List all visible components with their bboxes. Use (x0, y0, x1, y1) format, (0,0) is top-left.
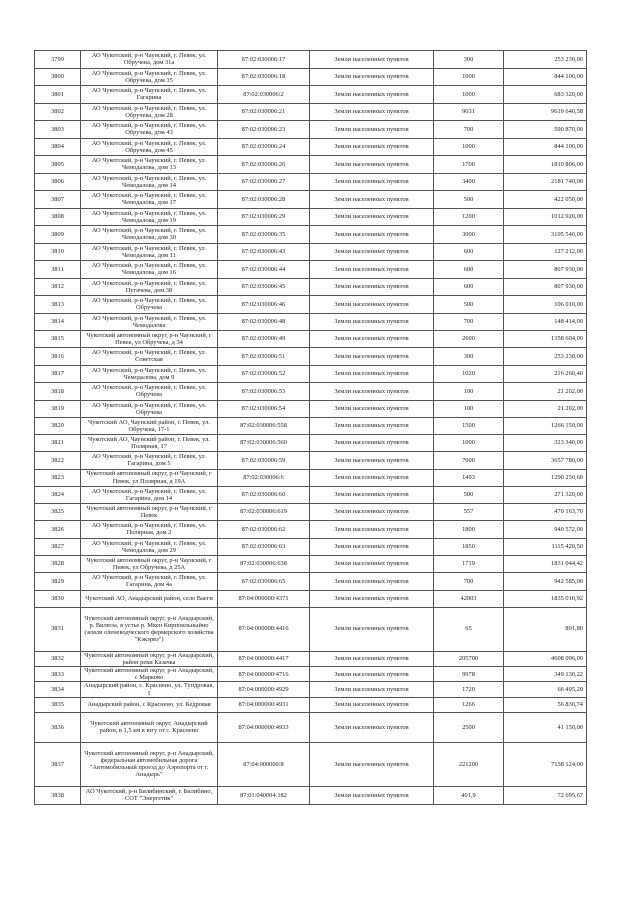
area-cell: 557 (434, 504, 504, 521)
area-cell: 600 (434, 243, 504, 261)
address-cell: Чукотский автономный округ, р-н Анадырский, федеральная автомобильная дорога "Автомобильный проезд до Аэропорта от г. Анадырь" (81, 742, 218, 786)
cadastral-number-cell: 87:02:030006:49 (218, 331, 310, 348)
land-category-cell: Земли населенных пунктов (310, 538, 434, 556)
address-cell: Чукотский АО, Анадырский район, село Ваеги (81, 590, 218, 607)
cadastral-number-cell: 87:02:030006:48 (218, 313, 310, 331)
address-cell: АО Чукотский, р-н Чаунский, г. Певек, ул. Чемодалова, дом 14 (81, 173, 218, 191)
address-cell: АО Чукотский, р-н Чаунский, г. Певек, ул. Пугачева, дом 38 (81, 278, 218, 296)
land-category-cell: Земли населенных пунктов (310, 590, 434, 607)
cadastral-number-cell: 87:02:030006:52 (218, 365, 310, 383)
area-cell: 700 (434, 313, 504, 331)
cadastral-value-cell: 1012 920,00 (504, 208, 587, 226)
cadastral-value-cell: 7138 124,00 (504, 742, 587, 786)
address-cell: Чукотский автономный округ, р-н Анадырский, р. Вилюза, в устье р. Мкен Кирпонльныйно (земли оленеводческого фермерского хозяйства "Кэкэрвэ") (81, 607, 218, 651)
cadastral-number-cell: 87:02:030006:29 (218, 208, 310, 226)
land-category-cell: Земли населенных пунктов (310, 51, 434, 69)
table-row (35, 573, 587, 591)
row-number-cell: 3821 (35, 435, 81, 452)
table-row (35, 556, 587, 573)
row-number-cell: 3823 (35, 469, 81, 486)
cadastral-number-cell: 87:04:000000:4416 (218, 607, 310, 651)
area-cell: 221200 (434, 742, 504, 786)
row-number-cell: 3838 (35, 786, 81, 804)
table-row (35, 51, 587, 69)
table-row (35, 742, 587, 786)
address-cell: АО Чукотский, р-н Чаунский, г. Певек, ул. Чемодалова, дом 17 (81, 191, 218, 209)
land-category-cell: Земли населенных пунктов (310, 348, 434, 366)
land-category-cell: Земли населенных пунктов (310, 173, 434, 191)
area-cell: 1850 (434, 538, 504, 556)
cadastral-value-cell: 422 050,00 (504, 191, 587, 209)
land-category-cell: Земли населенных пунктов (310, 573, 434, 591)
row-number-cell: 3801 (35, 86, 81, 104)
cadastral-value-cell: 2181 740,00 (504, 173, 587, 191)
row-number-cell: 3832 (35, 651, 81, 666)
row-number-cell: 3836 (35, 712, 81, 742)
cadastral-value-cell: 1835 010,92 (504, 590, 587, 607)
area-cell: 1000 (434, 86, 504, 104)
row-number-cell: 3826 (35, 521, 81, 539)
cadastral-number-cell: 87:01:040004:182 (218, 786, 310, 804)
cadastral-number-cell: 87:02:030006:53 (218, 383, 310, 401)
row-number-cell: 3835 (35, 697, 81, 712)
area-cell: 1000 (434, 68, 504, 86)
land-category-cell: Земли населенных пунктов (310, 138, 434, 156)
area-cell: 100 (434, 383, 504, 401)
cadastral-number-cell: 87:04:000000:4929 (218, 682, 310, 697)
cadastral-value-cell: 807 930,00 (504, 261, 587, 279)
cadastral-number-cell: 87:02:030006:24 (218, 138, 310, 156)
address-cell: АО Чукотский, р-н Чаунский, г. Певек, ул. Чемодалова (81, 313, 218, 331)
address-cell: АО Чукотский, р-н Чаунский, г. Певек, ул. Обручева, дом 31а (81, 51, 218, 69)
cadastral-number-cell: 87:04:000000:4933 (218, 712, 310, 742)
row-number-cell: 3799 (35, 51, 81, 69)
land-category-cell: Земли населенных пунктов (310, 261, 434, 279)
table-row (35, 697, 587, 712)
cadastral-value-cell: 4608 096,00 (504, 651, 587, 666)
table-row (35, 435, 587, 452)
row-number-cell: 3802 (35, 103, 81, 121)
row-number-cell: 3812 (35, 278, 81, 296)
cadastral-value-cell: 807 930,00 (504, 278, 587, 296)
land-category-cell: Земли населенных пунктов (310, 86, 434, 104)
area-cell: 700 (434, 121, 504, 139)
cadastral-value-cell: 940 572,00 (504, 521, 587, 539)
cadastral-value-cell: 66 495,20 (504, 682, 587, 697)
table-row (35, 296, 587, 314)
area-cell: 42003 (434, 590, 504, 607)
land-category-cell: Земли населенных пунктов (310, 400, 434, 418)
table-row (35, 191, 587, 209)
table-row (35, 261, 587, 279)
cadastral-value-cell: 1290 250,60 (504, 469, 587, 486)
area-cell: 500 (434, 296, 504, 314)
table-body (35, 51, 587, 805)
cadastral-number-cell: 87:04:000000:4716 (218, 666, 310, 681)
cadastral-value-cell: 470 163,70 (504, 504, 587, 521)
address-cell: АО Чукотский, р-н Чаунский, г. Певек, ул. Гагарина, дом 5 (81, 452, 218, 470)
address-cell: АО Чукотский, р-н Чаунский, г. Певек, ул. Чемодалова, дом 13 (81, 156, 218, 174)
land-category-cell: Земли населенных пунктов (310, 418, 434, 435)
row-number-cell: 3808 (35, 208, 81, 226)
cadastral-number-cell: 87:02:030006:46 (218, 296, 310, 314)
cadastral-value-cell: 844 100,00 (504, 138, 587, 156)
land-category-cell: Земли населенных пунктов (310, 786, 434, 804)
row-number-cell: 3803 (35, 121, 81, 139)
land-category-cell: Земли населенных пунктов (310, 742, 434, 786)
area-cell: 300 (434, 348, 504, 366)
area-cell: 600 (434, 278, 504, 296)
table-row (35, 173, 587, 191)
table-row (35, 278, 587, 296)
cadastral-number-cell: 87:04:000000:4417 (218, 651, 310, 666)
land-category-cell: Земли населенных пунктов (310, 452, 434, 470)
land-category-cell: Земли населенных пунктов (310, 191, 434, 209)
area-cell: 1000 (434, 138, 504, 156)
land-category-cell: Земли населенных пунктов (310, 331, 434, 348)
cadastral-number-cell: 87:02:030006:63 (218, 538, 310, 556)
cadastral-number-cell: 87:02:030006:62 (218, 521, 310, 539)
address-cell: Чукотский автономный округ, р-н Чаунский, г Певек, ул Обручева, д 25А (81, 556, 218, 573)
cadastral-number-cell: 87:02:030006:60 (218, 486, 310, 504)
row-number-cell: 3830 (35, 590, 81, 607)
address-cell: АО Чукотский, р-н Чаунский, г. Певек, ул. Обручева, дом 43 (81, 121, 218, 139)
area-cell: 1000 (434, 435, 504, 452)
cadastral-value-cell: 1266 150,00 (504, 418, 587, 435)
area-cell: 1020 (434, 365, 504, 383)
cadastral-value-cell: 844 100,00 (504, 68, 587, 86)
address-cell: АО Чукотский, р-н Чаунский, г. Певек, ул. Чемодалова, дом 29 (81, 538, 218, 556)
land-category-cell: Земли населенных пунктов (310, 607, 434, 651)
area-cell: 205700 (434, 651, 504, 666)
table-row (35, 348, 587, 366)
land-category-cell: Земли населенных пунктов (310, 435, 434, 452)
land-category-cell: Земли населенных пунктов (310, 697, 434, 712)
row-number-cell: 3811 (35, 261, 81, 279)
cadastral-number-cell: 87:02:030006:54 (218, 400, 310, 418)
cadastral-value-cell: 21 202,00 (504, 383, 587, 401)
land-category-cell: Земли населенных пунктов (310, 156, 434, 174)
cadastral-number-cell: 87:02:030006:638 (218, 556, 310, 573)
row-number-cell: 3825 (35, 504, 81, 521)
cadastral-value-cell: 72 695,67 (504, 786, 587, 804)
table-row (35, 400, 587, 418)
address-cell: АО Чукотский, р-н Чаунский, г. Певек, ул. Чемодалова, дом 16 (81, 261, 218, 279)
land-category-cell: Земли населенных пунктов (310, 504, 434, 521)
cadastral-number-cell: 87:02:030006:27 (218, 173, 310, 191)
cadastral-number-cell: 87:02:030006:35 (218, 226, 310, 244)
cadastral-value-cell: 106 010,00 (504, 296, 587, 314)
cadastral-number-cell: 87:02:030006:17 (218, 51, 310, 69)
cadastral-number-cell: 87:02:030006:558 (218, 418, 310, 435)
table-row (35, 651, 587, 666)
area-cell: 1720 (434, 682, 504, 697)
row-number-cell: 3809 (35, 226, 81, 244)
cadastral-value-cell: 253 230,00 (504, 348, 587, 366)
table-row (35, 103, 587, 121)
area-cell: 1200 (434, 208, 504, 226)
land-category-cell: Земли населенных пунктов (310, 103, 434, 121)
table-row (35, 607, 587, 651)
land-category-cell: Земли населенных пунктов (310, 486, 434, 504)
cadastral-number-cell: 87:02:030006:65 (218, 573, 310, 591)
area-cell: 100 (434, 400, 504, 418)
cadastral-value-cell: 1115 420,50 (504, 538, 587, 556)
area-cell: 1700 (434, 156, 504, 174)
address-cell: Чукотский АО, Чаунский район, г. Певек, ул. Обручева, 17-1 (81, 418, 218, 435)
address-cell: АО Чукотский, р-н Чаунский, г. Певек, ул. Чемодалова, дом 30 (81, 226, 218, 244)
area-cell: 65 (434, 607, 504, 651)
area-cell: 1266 (434, 697, 504, 712)
table-row (35, 418, 587, 435)
address-cell: Чукотский автономный округ, Анадырский район, в 1,5 км к югу от с. Краснено (81, 712, 218, 742)
land-category-cell: Земли населенных пунктов (310, 365, 434, 383)
table-row (35, 521, 587, 539)
row-number-cell: 3813 (35, 296, 81, 314)
address-cell: АО Чукотский, р-н Чаунский, г. Певек, ул. Полярная, дом 2 (81, 521, 218, 539)
table-row (35, 712, 587, 742)
cadastral-number-cell: 87:02:030006:26 (218, 156, 310, 174)
row-number-cell: 3800 (35, 68, 81, 86)
cadastral-value-cell: 891,80 (504, 607, 587, 651)
area-cell: 3400 (434, 173, 504, 191)
cadastral-number-cell: 87:02:030006:51 (218, 348, 310, 366)
cadastral-value-cell: 148 414,00 (504, 313, 587, 331)
table-row (35, 138, 587, 156)
cadastral-value-cell: 216 260,40 (504, 365, 587, 383)
row-number-cell: 3819 (35, 400, 81, 418)
area-cell: 600 (434, 261, 504, 279)
table-row (35, 786, 587, 804)
land-category-cell: Земли населенных пунктов (310, 68, 434, 86)
cadastral-value-cell: 1358 604,00 (504, 331, 587, 348)
table-row (35, 121, 587, 139)
row-number-cell: 3818 (35, 383, 81, 401)
land-plots-table (34, 50, 587, 805)
land-category-cell: Земли населенных пунктов (310, 208, 434, 226)
table-row (35, 243, 587, 261)
cadastral-number-cell: 87:02:030006:560 (218, 435, 310, 452)
address-cell: АО Чукотский, р-н Чаунский, г. Певек, ул. Обручева (81, 383, 218, 401)
row-number-cell: 3822 (35, 452, 81, 470)
address-cell: Анадырский район, с. Краснено, ул. Тундровая, 1 (81, 682, 218, 697)
area-cell: 1800 (434, 521, 504, 539)
table-row (35, 86, 587, 104)
land-category-cell: Земли населенных пунктов (310, 666, 434, 681)
row-number-cell: 3810 (35, 243, 81, 261)
cadastral-number-cell: 87:02:030006:45 (218, 278, 310, 296)
land-category-cell: Земли населенных пунктов (310, 296, 434, 314)
table-row (35, 682, 587, 697)
table-row (35, 208, 587, 226)
area-cell: 1493 (434, 469, 504, 486)
address-cell: Чукотский автономный округ, р-н Анадырский, район реки Казачка (81, 651, 218, 666)
row-number-cell: 3816 (35, 348, 81, 366)
document-page (34, 50, 586, 805)
land-category-cell: Земли населенных пунктов (310, 278, 434, 296)
row-number-cell: 3805 (35, 156, 81, 174)
land-category-cell: Земли населенных пунктов (310, 521, 434, 539)
cadastral-value-cell: 3195 540,00 (504, 226, 587, 244)
cadastral-value-cell: 349 130,22 (504, 666, 587, 681)
table-row (35, 486, 587, 504)
table-row (35, 504, 587, 521)
area-cell: 700 (434, 573, 504, 591)
address-cell: Чукотский АО, Чаунский район, г. Певек, ул. Полярная, 17 (81, 435, 218, 452)
area-cell: 401,9 (434, 786, 504, 804)
cadastral-number-cell: 87:02:030006:18 (218, 68, 310, 86)
area-cell: 2600 (434, 331, 504, 348)
cadastral-number-cell: 87:02:030006:43 (218, 243, 310, 261)
address-cell: АО Чукотский, р-н Чаунский, г. Певек, ул. Советская (81, 348, 218, 366)
address-cell: АО Чукотский, р-н Чаунский, г. Певек, ул. Гагарина, дом 4а (81, 573, 218, 591)
table-row (35, 68, 587, 86)
land-category-cell: Земли населенных пунктов (310, 243, 434, 261)
address-cell: АО Чукотский, р-н Чаунский, г. Певек, ул. Обручева, дом 45 (81, 138, 218, 156)
row-number-cell: 3837 (35, 742, 81, 786)
cadastral-value-cell: 9619 640,58 (504, 103, 587, 121)
address-cell: АО Чукотский, р-н Чаунский, г. Певек, ул. Гагарина (81, 86, 218, 104)
cadastral-number-cell: 87:04:000000:4371 (218, 590, 310, 607)
row-number-cell: 3807 (35, 191, 81, 209)
area-cell: 9978 (434, 666, 504, 681)
table-row (35, 313, 587, 331)
land-category-cell: Земли населенных пунктов (310, 121, 434, 139)
row-number-cell: 3804 (35, 138, 81, 156)
address-cell: Анадырский район, с Краснено, ул. Кедровая (81, 697, 218, 712)
land-category-cell: Земли населенных пунктов (310, 651, 434, 666)
cadastral-number-cell: 87:02:030006:23 (218, 121, 310, 139)
cadastral-value-cell: 21 202,00 (504, 400, 587, 418)
table-row (35, 590, 587, 607)
row-number-cell: 3806 (35, 173, 81, 191)
table-row (35, 383, 587, 401)
row-number-cell: 3817 (35, 365, 81, 383)
row-number-cell: 3829 (35, 573, 81, 591)
area-cell: 300 (434, 51, 504, 69)
cadastral-value-cell: 683 320,00 (504, 86, 587, 104)
land-category-cell: Земли населенных пунктов (310, 383, 434, 401)
land-category-cell: Земли населенных пунктов (310, 556, 434, 573)
cadastral-number-cell: 87:02:030006:2 (218, 86, 310, 104)
area-cell: 1719 (434, 556, 504, 573)
address-cell: АО Чукотский, р-н Чаунский, г. Певек, ул. Гагарина, дом 14 (81, 486, 218, 504)
table-row (35, 666, 587, 681)
land-category-cell: Земли населенных пунктов (310, 682, 434, 697)
address-cell: АО Чукотский, р-н Чаунский, г. Певек, ул. Обручева (81, 400, 218, 418)
address-cell: АО Чукотский, р-н Чаунский, г. Певек, ул. Обручева, дом 35 (81, 68, 218, 86)
area-cell: 500 (434, 486, 504, 504)
table-row (35, 452, 587, 470)
cadastral-value-cell: 41 150,00 (504, 712, 587, 742)
address-cell: Чукотский автономный округ, р-н Чаунский, г Певек, ул Обручева, д 34 (81, 331, 218, 348)
address-cell: АО Чукотский, р-н Билибинский, г. Билибино, СОТ "Энергетик" (81, 786, 218, 804)
row-number-cell: 3833 (35, 666, 81, 681)
row-number-cell: 3820 (35, 418, 81, 435)
address-cell: АО Чукотский, р-н Чаунский, г. Певек, ул. Чемодалова, дом 11 (81, 243, 218, 261)
row-number-cell: 3824 (35, 486, 81, 504)
cadastral-value-cell: 942 585,00 (504, 573, 587, 591)
land-category-cell: Земли населенных пунктов (310, 313, 434, 331)
land-category-cell: Земли населенных пунктов (310, 226, 434, 244)
area-cell: 9031 (434, 103, 504, 121)
area-cell: 500 (434, 191, 504, 209)
table-row (35, 469, 587, 486)
row-number-cell: 3827 (35, 538, 81, 556)
row-number-cell: 3815 (35, 331, 81, 348)
address-cell: АО Чукотский, р-н Чаунский, г. Певек, ул. Обручева, дом 28 (81, 103, 218, 121)
address-cell: АО Чукотский, р-н Чаунский, г. Певек, ул. Чемодалова, дом 19 (81, 208, 218, 226)
cadastral-value-cell: 253 230,00 (504, 51, 587, 69)
table-row (35, 331, 587, 348)
cadastral-number-cell: 87:04:000000:4931 (218, 697, 310, 712)
row-number-cell: 3814 (35, 313, 81, 331)
cadastral-value-cell: 56 830,74 (504, 697, 587, 712)
table-row (35, 365, 587, 383)
cadastral-number-cell: 87:02:030006:28 (218, 191, 310, 209)
cadastral-number-cell: 87:02:030006:6 (218, 469, 310, 486)
address-cell: Чукотский автономный округ, р-н Анадырский, с Марково (81, 666, 218, 681)
table-row (35, 226, 587, 244)
row-number-cell: 3834 (35, 682, 81, 697)
row-number-cell: 3828 (35, 556, 81, 573)
table-row (35, 538, 587, 556)
cadastral-value-cell: 1810 806,00 (504, 156, 587, 174)
cadastral-number-cell: 87:02:030006:21 (218, 103, 310, 121)
table-row (35, 156, 587, 174)
address-cell: Чукотский автономный округ, р-н Чаунский, г Певек, ул Полярная, д 19А (81, 469, 218, 486)
area-cell: 2500 (434, 712, 504, 742)
address-cell: Чукотский автономный округ, р-н Чаунский, г Певек (81, 504, 218, 521)
cadastral-value-cell: 3657 780,00 (504, 452, 587, 470)
address-cell: АО Чукотский, р-н Чаунский, г. Певек, ул. Чемодалова, дом 9 (81, 365, 218, 383)
cadastral-number-cell: 87:02:030006:44 (218, 261, 310, 279)
area-cell: 7000 (434, 452, 504, 470)
land-category-cell: Земли населенных пунктов (310, 712, 434, 742)
land-category-cell: Земли населенных пунктов (310, 469, 434, 486)
cadastral-value-cell: 127 212,00 (504, 243, 587, 261)
area-cell: 1500 (434, 418, 504, 435)
cadastral-number-cell: 87:02:030006:619 (218, 504, 310, 521)
row-number-cell: 3831 (35, 607, 81, 651)
cadastral-value-cell: 590 870,00 (504, 121, 587, 139)
address-cell: АО Чукотский, р-н Чаунский, г. Певек, ул. Обручева (81, 296, 218, 314)
cadastral-value-cell: 1831 044,42 (504, 556, 587, 573)
cadastral-value-cell: 271 320,00 (504, 486, 587, 504)
cadastral-value-cell: 323 340,00 (504, 435, 587, 452)
area-cell: 3000 (434, 226, 504, 244)
cadastral-number-cell: 87:04:000000:8 (218, 742, 310, 786)
cadastral-number-cell: 87:02:030006:59 (218, 452, 310, 470)
